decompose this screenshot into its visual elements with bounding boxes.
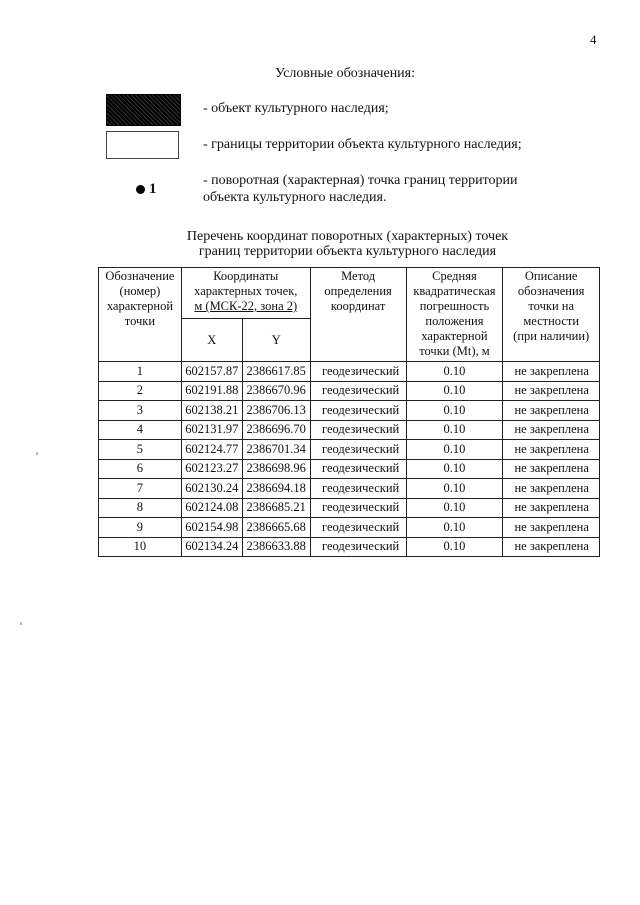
- y-coordinate-cell: 2386706.13: [242, 401, 310, 421]
- method-cell: геодезический: [310, 401, 406, 421]
- error-cell: 0.10: [406, 459, 503, 479]
- table-row: [99, 518, 600, 538]
- x-coordinate-cell: 602138.21: [181, 401, 242, 421]
- method-cell: геодезический: [310, 420, 406, 440]
- turning-point-marker: [136, 181, 157, 198]
- point-number-cell: 8: [99, 498, 182, 518]
- y-coordinate-cell: 2386685.21: [242, 498, 310, 518]
- description-cell: не закреплена: [503, 420, 600, 440]
- point-marker-label: 1: [149, 181, 157, 197]
- method-cell: геодезический: [310, 440, 406, 460]
- heritage-boundary-swatch: [106, 131, 179, 159]
- table-row: [99, 401, 600, 421]
- y-coordinate-cell: 2386698.96: [242, 459, 310, 479]
- table-title-line1: Перечень координат поворотных (характерных) точек: [186, 229, 509, 244]
- table-row: [99, 362, 600, 382]
- y-coordinate-cell: 2386694.18: [242, 479, 310, 499]
- heritage-object-swatch: [106, 94, 181, 126]
- y-coordinate-cell: 2386701.34: [242, 440, 310, 460]
- description-cell: не закреплена: [503, 381, 600, 401]
- point-number-cell: 2: [99, 381, 182, 401]
- point-number-cell: 5: [99, 440, 182, 460]
- description-cell: не закреплена: [503, 498, 600, 518]
- error-cell: 0.10: [406, 440, 503, 460]
- table-row: [99, 381, 600, 401]
- error-cell: 0.10: [406, 420, 503, 440]
- point-number-cell: 4: [99, 420, 182, 440]
- method-cell: геодезический: [310, 362, 406, 382]
- scan-mark: [36, 452, 38, 455]
- description-cell: не закреплена: [503, 479, 600, 499]
- x-coordinate-cell: 602124.77: [181, 440, 242, 460]
- y-coordinate-cell: 2386633.88: [242, 537, 310, 557]
- table-row: [99, 420, 600, 440]
- point-number-cell: 10: [99, 537, 182, 557]
- legend-item-boundary: - границы территории объекта культурного наследия;: [203, 137, 522, 152]
- coordinates-table: [98, 267, 600, 557]
- point-number-cell: 7: [99, 479, 182, 499]
- error-cell: 0.10: [406, 518, 503, 538]
- error-cell: 0.10: [406, 537, 503, 557]
- header-y: Y: [242, 319, 310, 362]
- legend-item-turning-point-line2: объекта культурного наследия.: [203, 190, 387, 205]
- x-coordinate-cell: 602157.87: [181, 362, 242, 382]
- scan-mark: [20, 622, 22, 625]
- error-cell: 0.10: [406, 479, 503, 499]
- header-description: Описание обозначения точки на местности (при наличии): [503, 268, 600, 362]
- y-coordinate-cell: 2386670.96: [242, 381, 310, 401]
- table-title-line2: границ территории объекта культурного наследия: [198, 244, 497, 259]
- error-cell: 0.10: [406, 498, 503, 518]
- description-cell: не закреплена: [503, 537, 600, 557]
- description-cell: не закреплена: [503, 362, 600, 382]
- description-cell: не закреплена: [503, 518, 600, 538]
- method-cell: геодезический: [310, 381, 406, 401]
- table-row: [99, 537, 600, 557]
- x-coordinate-cell: 602131.97: [181, 420, 242, 440]
- method-cell: геодезический: [310, 537, 406, 557]
- table-row: [99, 440, 600, 460]
- header-error: Средняя квадратическая погрешность положения характерной точки (Mt), м: [406, 268, 503, 362]
- method-cell: геодезический: [310, 498, 406, 518]
- error-cell: 0.10: [406, 362, 503, 382]
- error-cell: 0.10: [406, 401, 503, 421]
- point-number-cell: 9: [99, 518, 182, 538]
- method-cell: геодезический: [310, 518, 406, 538]
- point-number-cell: 6: [99, 459, 182, 479]
- x-coordinate-cell: 602123.27: [181, 459, 242, 479]
- table-row: [99, 498, 600, 518]
- table-title: [0, 229, 640, 259]
- table-row: [99, 479, 600, 499]
- x-coordinate-cell: 602124.08: [181, 498, 242, 518]
- header-x: X: [181, 319, 242, 362]
- header-coordinates: Координаты характерных точек, м (МСК-22, зона 2): [181, 268, 310, 319]
- point-dot-icon: [136, 185, 145, 194]
- description-cell: не закреплена: [503, 459, 600, 479]
- legend-title: Условные обозначения:: [274, 66, 416, 81]
- method-cell: геодезический: [310, 459, 406, 479]
- page-number: 4: [590, 32, 597, 47]
- y-coordinate-cell: 2386696.70: [242, 420, 310, 440]
- point-number-cell: 1: [99, 362, 182, 382]
- header-method: Метод определения координат: [310, 268, 406, 362]
- legend-item-turning-point: - поворотная (характерная) точка границ территории: [203, 173, 518, 188]
- header-designation: Обозначение (номер) характерной точки: [99, 268, 182, 362]
- method-cell: геодезический: [310, 479, 406, 499]
- table-row: [99, 459, 600, 479]
- description-cell: не закреплена: [503, 440, 600, 460]
- point-number-cell: 3: [99, 401, 182, 421]
- description-cell: не закреплена: [503, 401, 600, 421]
- x-coordinate-cell: 602191.88: [181, 381, 242, 401]
- x-coordinate-cell: 602134.24: [181, 537, 242, 557]
- y-coordinate-cell: 2386665.68: [242, 518, 310, 538]
- error-cell: 0.10: [406, 381, 503, 401]
- x-coordinate-cell: 602130.24: [181, 479, 242, 499]
- legend-item-heritage-object: - объект культурного наследия;: [203, 101, 389, 116]
- x-coordinate-cell: 602154.98: [181, 518, 242, 538]
- y-coordinate-cell: 2386617.85: [242, 362, 310, 382]
